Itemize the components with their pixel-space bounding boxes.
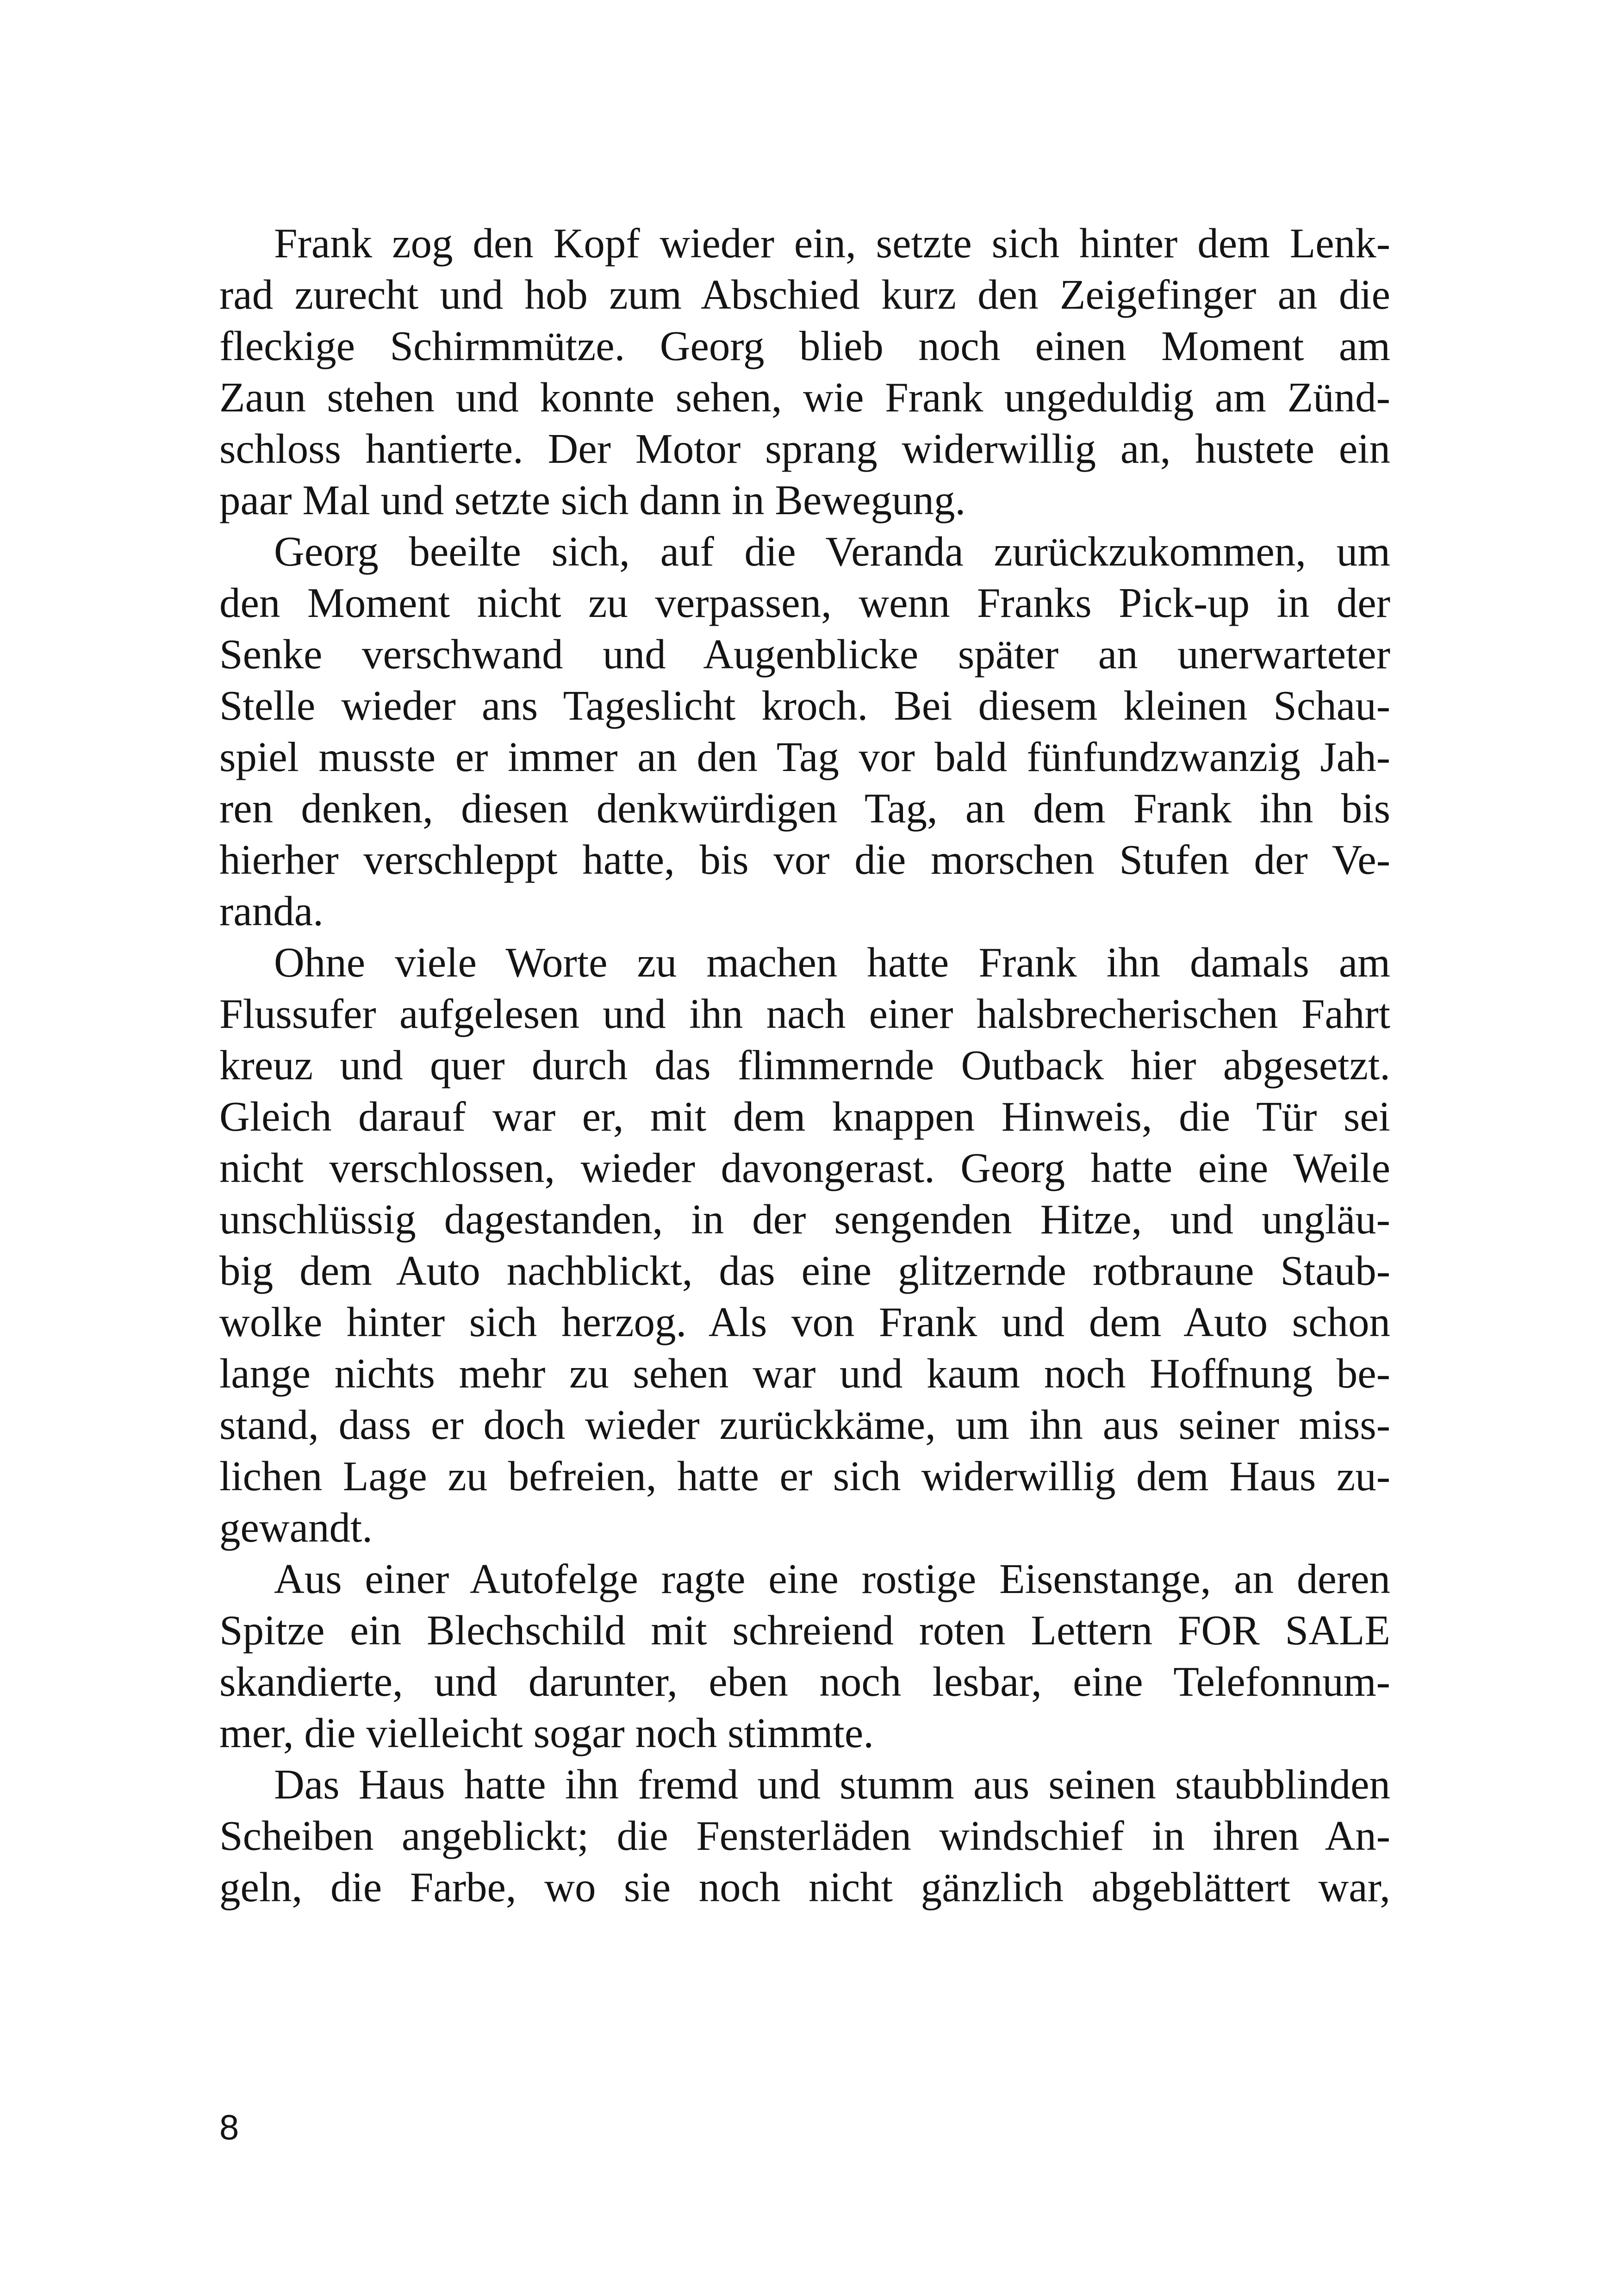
- text-line: schloss hantierte. Der Motor sprang widerwillig an, hustete ein: [219, 425, 1390, 472]
- text-line: Frank zog den Kopf wieder ein, setzte sich hinter dem Lenk-: [274, 220, 1390, 267]
- page-number: 8: [219, 2108, 239, 2147]
- text-line: skandierte, und darunter, eben noch lesbar, eine Telefonnum-: [219, 1658, 1390, 1705]
- text-line: stand, dass er doch wieder zurückkäme, um ihn aus seiner miss-: [219, 1401, 1390, 1448]
- text-line: fleckige Schirmmütze. Georg blieb noch einen Moment am: [219, 323, 1390, 369]
- text-line: paar Mal und setzte sich dann in Bewegung.: [219, 477, 966, 523]
- text-line: hierher verschleppt hatte, bis vor die morschen Stufen der Ve-: [219, 836, 1390, 883]
- text-line: geln, die Farbe, wo sie noch nicht gänzlich abgeblättert war,: [219, 1864, 1390, 1910]
- text-line: lange nichts mehr zu sehen war und kaum noch Hoffnung be-: [219, 1350, 1390, 1397]
- text-line: rad zurecht und hob zum Abschied kurz den Zeigefinger an die: [219, 271, 1390, 318]
- text-line: Gleich darauf war er, mit dem knappen Hinweis, die Tür sei: [219, 1093, 1390, 1140]
- text-line: unschlüssig dagestanden, in der sengenden Hitze, und ungläu-: [219, 1196, 1390, 1243]
- text-line: mer, die vielleicht sogar noch stimmte.: [219, 1710, 874, 1756]
- text-line: Senke verschwand und Augenblicke später an unerwarteter: [219, 631, 1390, 678]
- text-line: den Moment nicht zu verpassen, wenn Franks Pick-up in der: [219, 579, 1390, 626]
- text-line: nicht verschlossen, wieder davongerast. Georg hatte eine Weile: [219, 1145, 1390, 1191]
- text-line: Scheiben angeblickt; die Fensterläden windschief in ihren An-: [219, 1812, 1390, 1859]
- text-line: Zaun stehen und konnte sehen, wie Frank ungeduldig am Zünd-: [219, 374, 1390, 421]
- text-line: Flussufer aufgelesen und ihn nach einer halsbrecherischen Fahrt: [219, 990, 1390, 1037]
- text-line: randa.: [219, 888, 324, 934]
- body-text: [219, 218, 1390, 1913]
- text-line: ren denken, diesen denkwürdigen Tag, an dem Frank ihn bis: [219, 785, 1390, 832]
- text-line: Aus einer Autofelge ragte eine rostige Eisenstange, an deren: [274, 1556, 1390, 1602]
- text-line: Ohne viele Worte zu machen hatte Frank ihn damals am: [274, 939, 1390, 986]
- text-line: wolke hinter sich herzog. Als von Frank und dem Auto schon: [219, 1299, 1390, 1345]
- text-line: big dem Auto nachblickt, das eine glitzernde rotbraune Staub-: [219, 1247, 1390, 1294]
- text-line: Stelle wieder ans Tageslicht kroch. Bei diesem kleinen Schau-: [219, 682, 1390, 729]
- text-line: Spitze ein Blechschild mit schreiend roten Lettern FOR SALE: [219, 1607, 1390, 1654]
- text-line: Georg beeilte sich, auf die Veranda zurückzukommen, um: [274, 528, 1390, 575]
- text-line: spiel musste er immer an den Tag vor bald fünfundzwanzig Jah-: [219, 734, 1390, 780]
- text-line: Das Haus hatte ihn fremd und stumm aus seinen staubblinden: [274, 1761, 1390, 1808]
- text-line: gewandt.: [219, 1504, 373, 1551]
- text-line: kreuz und quer durch das flimmernde Outback hier abgesetzt.: [219, 1042, 1390, 1089]
- text-line: lichen Lage zu befreien, hatte er sich widerwillig dem Haus zu-: [219, 1453, 1390, 1500]
